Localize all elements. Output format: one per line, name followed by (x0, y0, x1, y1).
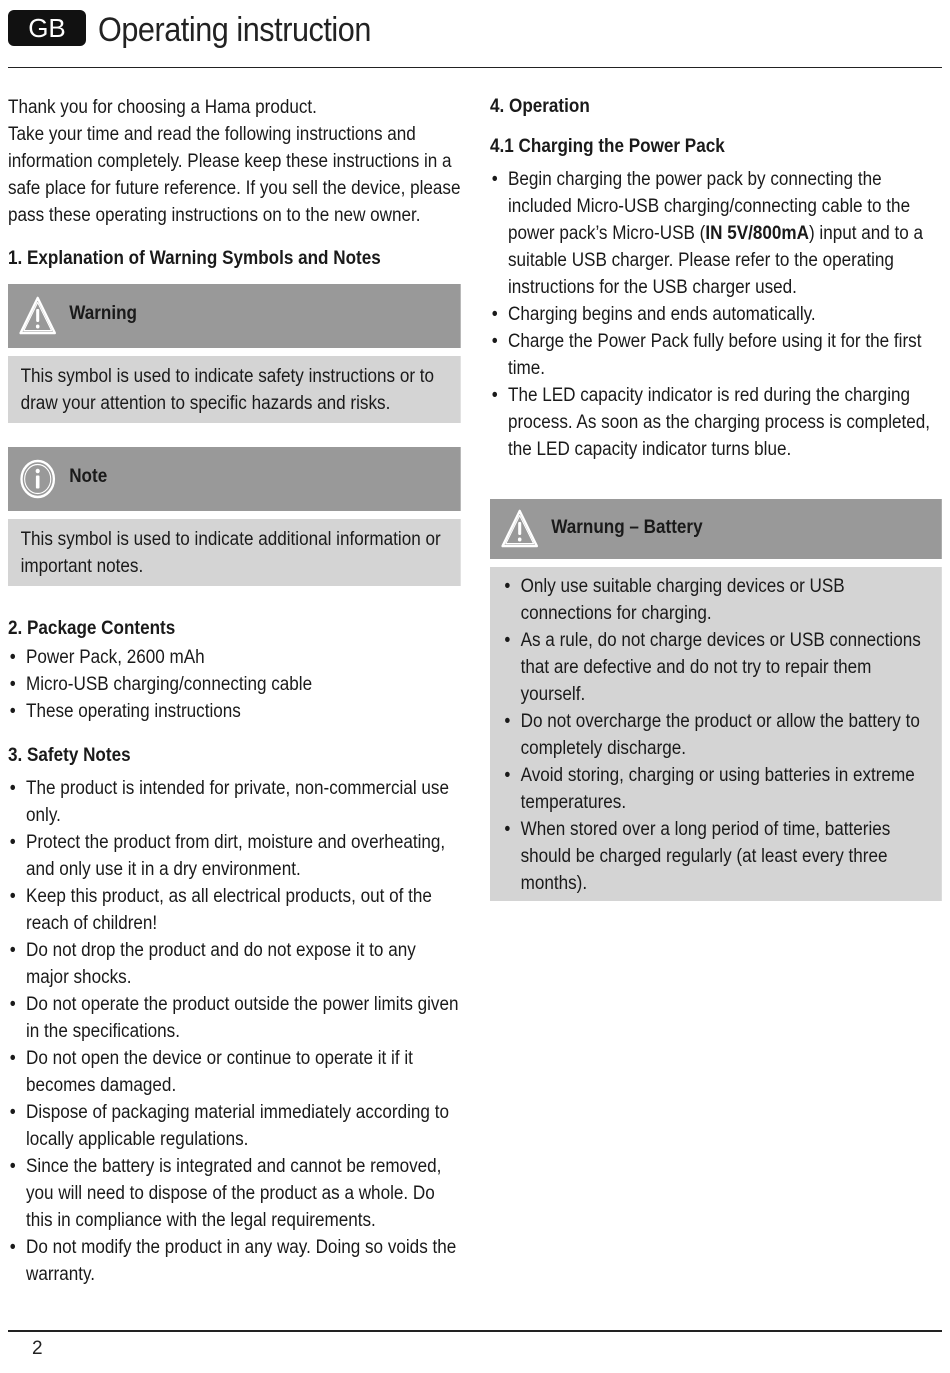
note-label: Note (69, 466, 108, 487)
list-item: • Charging begins and ends automatically. (490, 301, 942, 328)
battery-warning-label: Warnung – Battery (551, 517, 703, 538)
list-item: • Do not modify the product in any way. Doing so voids the warranty. (8, 1234, 461, 1288)
list-item: • Do not drop the product and do not expose it to any major shocks. (8, 937, 461, 991)
list-item: • Begin charging the power pack by connecting the included Micro-USB charging/connecting cable to the power pack’s Micro-USB (IN 5V/800mA) input and to a suitable USB charger. Please refer to the operating instructions for the USB charger used. (490, 166, 942, 301)
list-item: • Only use suitable charging devices or USB connections for charging. (503, 573, 929, 627)
battery-warning-box (490, 499, 942, 901)
document-title: Operating instruction (98, 11, 371, 49)
list-item: • Micro-USB charging/connecting cable (8, 671, 461, 698)
safety-notes-list (8, 775, 461, 1288)
package-contents-list (8, 644, 461, 725)
list-item: • Avoid storing, charging or using batteries in extreme temperatures. (503, 762, 929, 816)
page-number: 2 (32, 1338, 43, 1359)
warning-triangle-icon (501, 508, 539, 550)
list-item: • Charge the Power Pack fully before using it for the first time. (490, 328, 942, 382)
page-header (8, 8, 942, 68)
warning-box-text: This symbol is used to indicate safety instructions or to draw your attention to specific hazards and risks. (8, 356, 461, 423)
note-box-header (8, 447, 461, 511)
intro-line-1: Thank you for choosing a Hama product. (8, 97, 317, 118)
list-item: • The LED capacity indicator is red during the charging process. As soon as the charging process is completed, the LED capacity indicator turns blue. (490, 382, 942, 463)
charging-list (490, 166, 942, 463)
section-1-heading: 1. Explanation of Warning Symbols and Notes (8, 248, 381, 269)
footer-rule (8, 1330, 942, 1332)
list-item: • Dispose of packaging material immediately according to locally applicable regulations. (8, 1099, 461, 1153)
list-item: • Power Pack, 2600 mAh (8, 644, 461, 671)
language-badge: GB (8, 10, 86, 46)
right-column (490, 94, 942, 901)
battery-warning-body (490, 567, 942, 901)
list-item: • Do not open the device or continue to operate it if it becomes damaged. (8, 1045, 461, 1099)
intro-paragraph: Take your time and read the following instructions and information completely. Please keep these instructions in a safe place for future reference. If you sell the device, please pass these operating instructions on to the new owner. (8, 124, 461, 226)
list-item: • The product is intended for private, non-commercial use only. (8, 775, 461, 829)
warning-box-header (8, 284, 461, 348)
list-item: • Keep this product, as all electrical products, out of the reach of children! (8, 883, 461, 937)
list-item: • Protect the product from dirt, moisture and overheating, and only use it in a dry environment. (8, 829, 461, 883)
section-4-1-heading: 4.1 Charging the Power Pack (490, 136, 725, 157)
section-2-heading: 2. Package Contents (8, 618, 176, 639)
list-item: • Do not operate the product outside the power limits given in the specifications. (8, 991, 461, 1045)
list-item: • Do not overcharge the product or allow the battery to completely discharge. (503, 708, 929, 762)
battery-warning-header (490, 499, 942, 559)
input-spec: IN 5V/800mA (705, 223, 809, 244)
list-item: • These operating instructions (8, 698, 461, 725)
list-item: • Since the battery is integrated and cannot be removed, you will need to dispose of the product as a whole. Do this in compliance with the legal requirements. (8, 1153, 461, 1234)
warning-triangle-icon (19, 295, 57, 337)
list-item: • When stored over a long period of time, batteries should be charged regularly (at least every three months). (503, 816, 929, 897)
section-4-heading: 4. Operation (490, 96, 590, 117)
left-column (8, 94, 461, 1288)
warning-label: Warning (69, 303, 137, 324)
info-icon (19, 458, 57, 500)
header-rule (8, 67, 942, 68)
list-item: • As a rule, do not charge devices or USB connections that are defective and do not try to repair them yourself. (503, 627, 929, 708)
battery-warning-list (503, 573, 929, 897)
section-3-heading: 3. Safety Notes (8, 745, 131, 766)
note-box-text: This symbol is used to indicate additional information or important notes. (8, 519, 461, 586)
